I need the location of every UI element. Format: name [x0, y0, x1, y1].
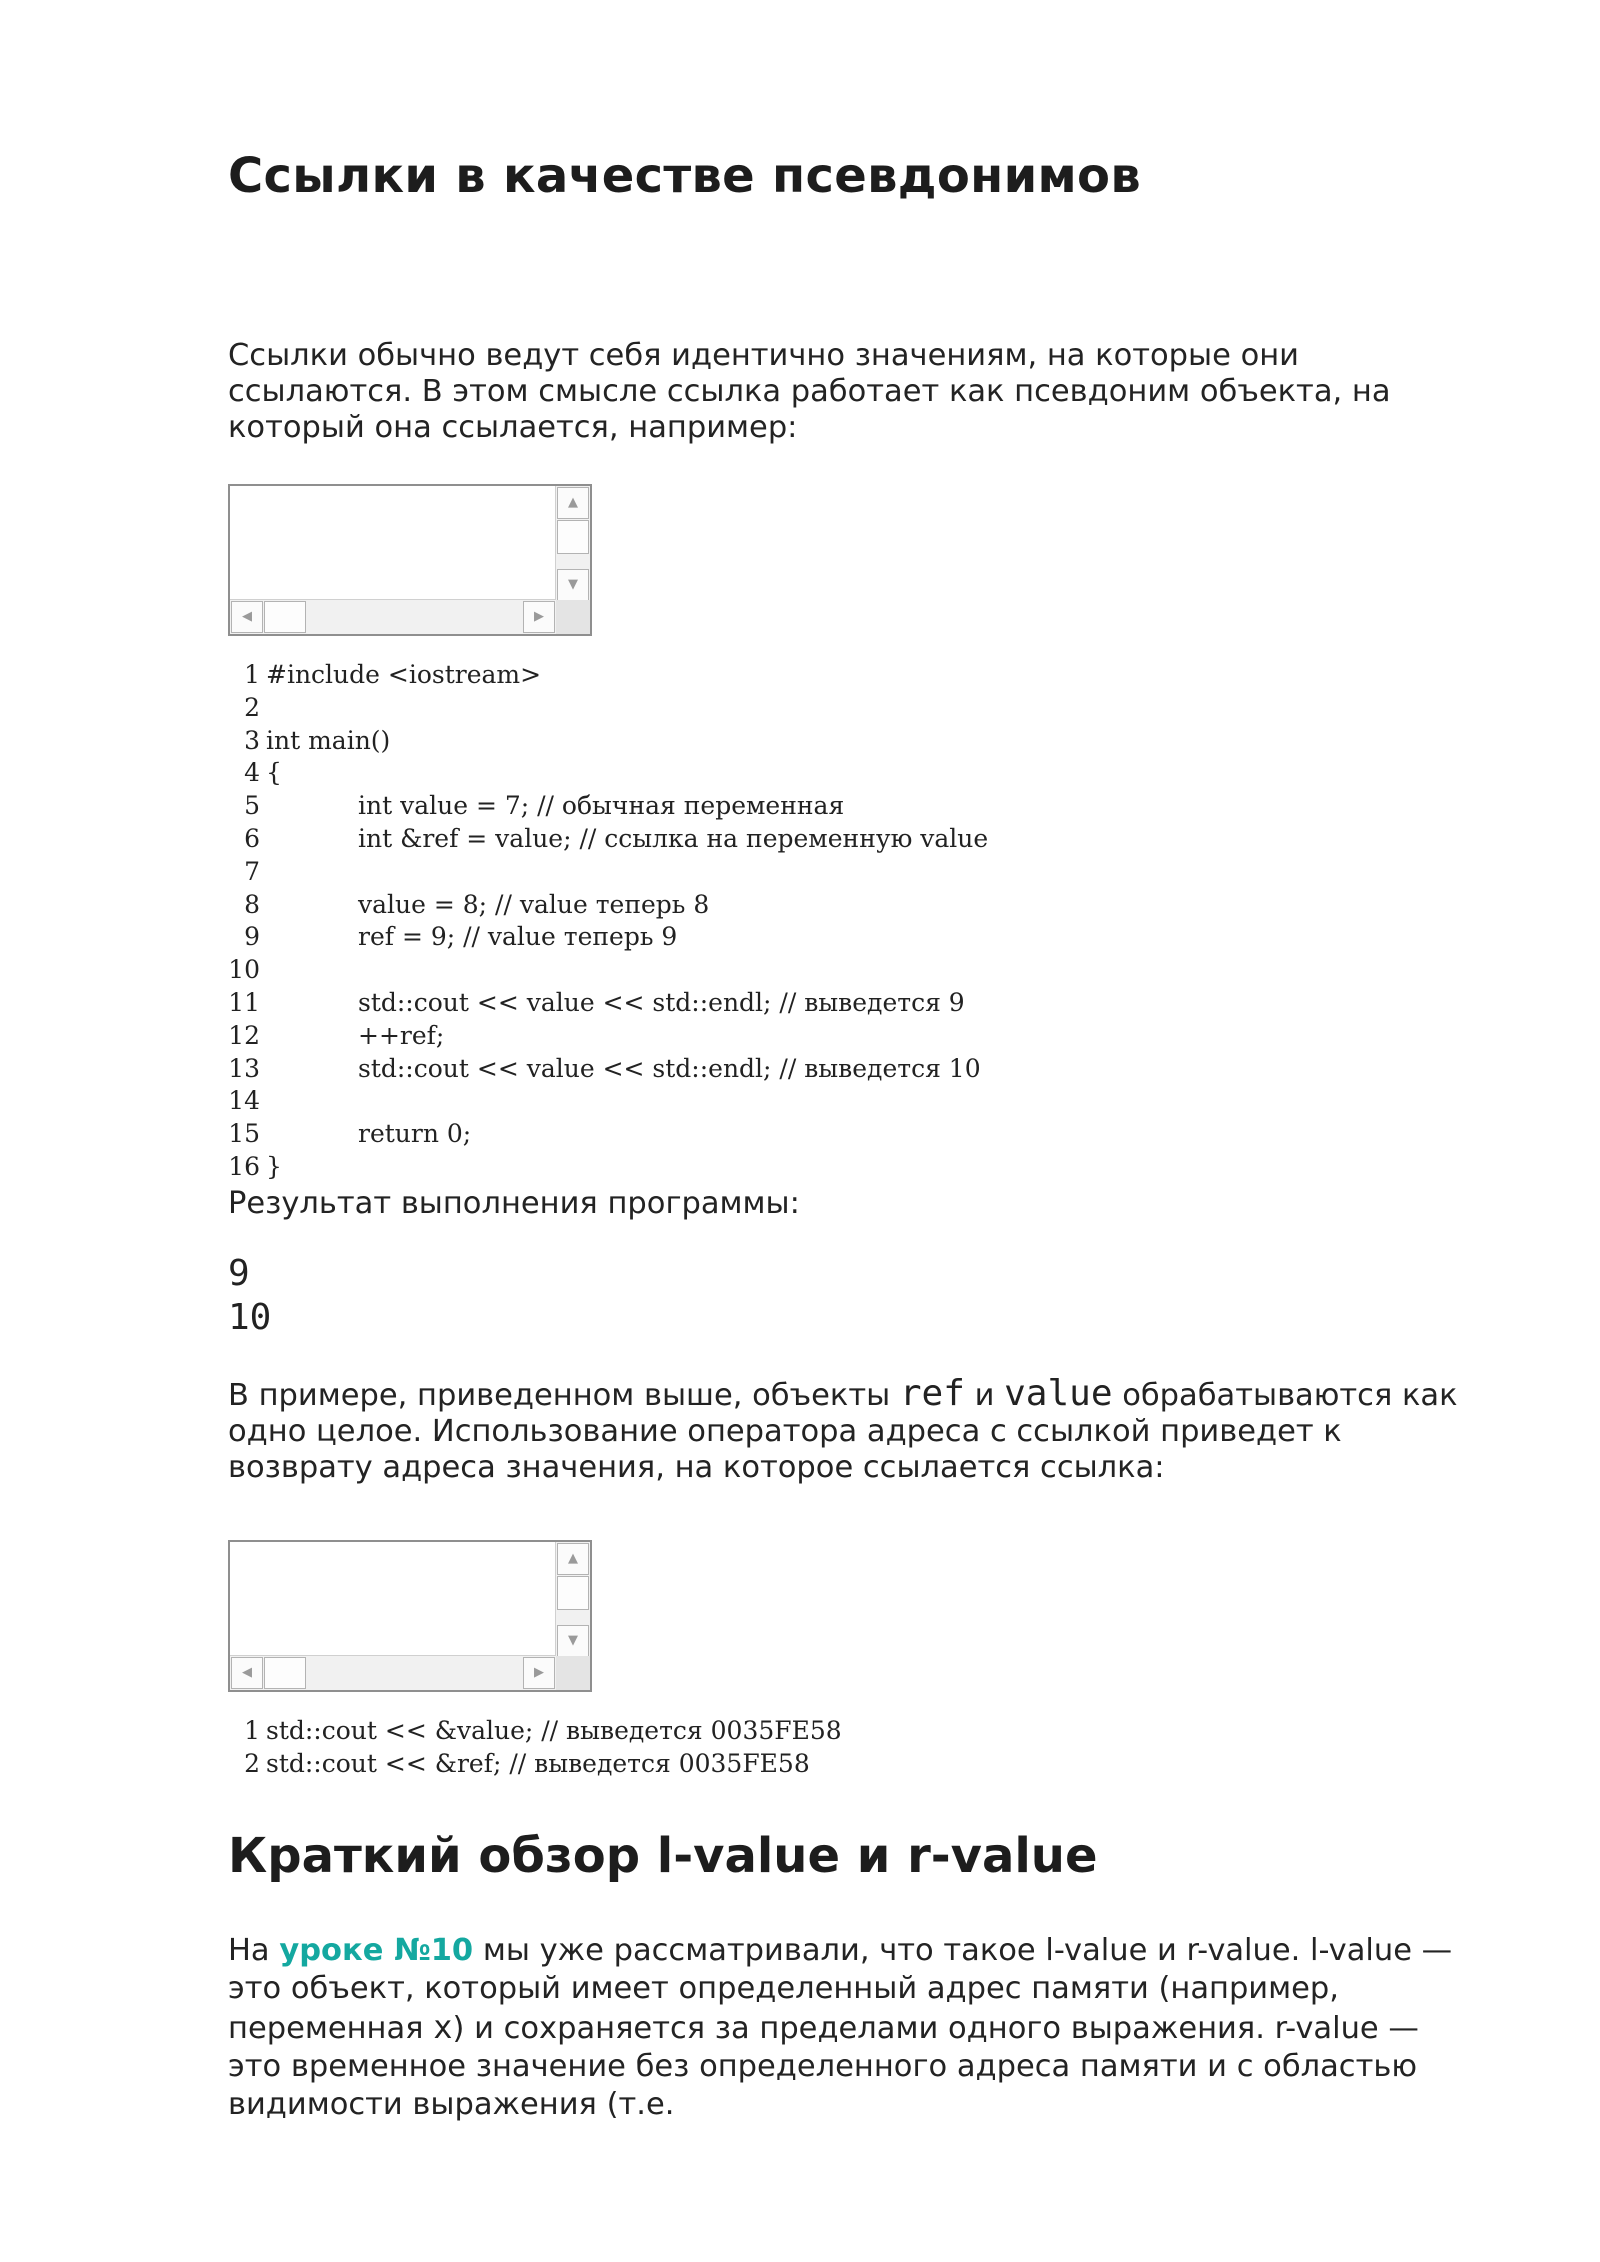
- line-number: 6: [244, 824, 260, 853]
- code-text: int &ref = value; // ссылка на переменную value: [358, 824, 989, 853]
- scroll-thumb[interactable]: [264, 601, 306, 633]
- paragraph-2: В примере, приведенном выше, объекты ref и value обрабатываются как одно целое. Использование оператора адреса с ссылкой приведет к возврату адреса значения, на которое ссылается ссылка:: [228, 1373, 1458, 1485]
- inline-code-ref: ref: [899, 1373, 965, 1414]
- intro-paragraph: Ссылки обычно ведут себя идентично значениям, на которые они ссылаются. В этом смысле ссылка работает как псевдоним объекта, на который она ссылается, например:: [228, 338, 1391, 445]
- line-number: 10: [228, 955, 260, 985]
- line-number: 14: [228, 1086, 260, 1116]
- vertical-scrollbar[interactable]: [555, 1542, 590, 1658]
- code-text: std::cout << value << std::endl; // выведется 9: [358, 988, 965, 1017]
- line-number: 16: [228, 1152, 260, 1181]
- scroll-thumb[interactable]: [557, 1576, 589, 1610]
- line-number: 7: [244, 856, 260, 886]
- line-number: 11: [228, 988, 260, 1017]
- scroll-left-arrow-icon[interactable]: ◀: [231, 601, 263, 633]
- output-line: 9: [228, 1253, 250, 1294]
- scroll-down-arrow-icon[interactable]: ▼: [557, 1625, 589, 1657]
- scroll-up-arrow-icon[interactable]: ▲: [557, 1543, 589, 1575]
- inline-code-value: value: [1004, 1373, 1113, 1414]
- vertical-scrollbar[interactable]: [555, 486, 590, 602]
- line-number: 2: [244, 1748, 260, 1778]
- code-text: int main(): [266, 725, 391, 755]
- scroll-right-arrow-icon[interactable]: ▶: [523, 601, 555, 633]
- code-text: ++ref;: [358, 1020, 445, 1050]
- code-textarea-2[interactable]: [228, 1540, 592, 1692]
- line-number: 12: [228, 1020, 260, 1050]
- scroll-down-arrow-icon[interactable]: ▼: [557, 569, 589, 601]
- horizontal-scrollbar[interactable]: [230, 599, 556, 634]
- line-number: 5: [244, 791, 260, 821]
- code-text: }: [266, 1152, 282, 1181]
- code-textarea-1[interactable]: [228, 484, 592, 636]
- code-text: value = 8; // value теперь 8: [358, 889, 710, 919]
- section-title: Краткий обзор l-value и r-value: [228, 1828, 1098, 1884]
- line-number: 9: [244, 922, 260, 952]
- scroll-right-arrow-icon[interactable]: ▶: [523, 1657, 555, 1689]
- code-text: ref = 9; // value теперь 9: [358, 922, 678, 952]
- code-text: std::cout << value << std::endl; // выведется 10: [358, 1053, 981, 1083]
- line-number: 4: [244, 758, 260, 788]
- scroll-corner: [556, 600, 590, 634]
- program-output: [228, 1252, 271, 1340]
- line-number: 1: [244, 660, 260, 689]
- scroll-left-arrow-icon[interactable]: ◀: [231, 1657, 263, 1689]
- paragraph-3: На уроке №10 мы уже рассматривали, что такое l-value и r-value. l-value — это объект, который имеет определенный адрес памяти (например, переменная x) и сохраняется за пределами одного выражения. r-value — это временное значение без определенного адреса памяти и с областью видимости выражения (т.е.: [228, 1933, 1453, 2122]
- result-label: Результат выполнения программы:: [228, 1186, 800, 1221]
- code-text: std::cout << &ref; // выведется 0035FE58: [266, 1748, 810, 1778]
- code-text: {: [266, 758, 282, 788]
- scroll-thumb[interactable]: [264, 1657, 306, 1689]
- page-title: Ссылки в качестве псевдонимов: [228, 148, 1142, 204]
- line-number: 1: [244, 1716, 260, 1745]
- inline-code-x: x: [433, 2008, 453, 2046]
- horizontal-scrollbar[interactable]: [230, 1655, 556, 1690]
- code-text: int value = 7; // обычная переменная: [358, 791, 845, 821]
- line-number: 3: [244, 725, 260, 755]
- scroll-thumb[interactable]: [557, 520, 589, 554]
- scroll-corner: [556, 1656, 590, 1690]
- line-number: 8: [244, 889, 260, 919]
- line-number: 13: [228, 1053, 260, 1083]
- output-line: 10: [228, 1297, 272, 1338]
- line-number: 15: [228, 1119, 260, 1149]
- code-text: return 0;: [358, 1119, 472, 1149]
- scroll-up-arrow-icon[interactable]: ▲: [557, 487, 589, 519]
- lesson-link[interactable]: уроке №10: [279, 1933, 474, 1968]
- code-text: std::cout << &value; // выведется 0035FE58: [266, 1716, 842, 1745]
- line-number: 2: [244, 692, 260, 722]
- code-text: #include <iostream>: [266, 660, 542, 689]
